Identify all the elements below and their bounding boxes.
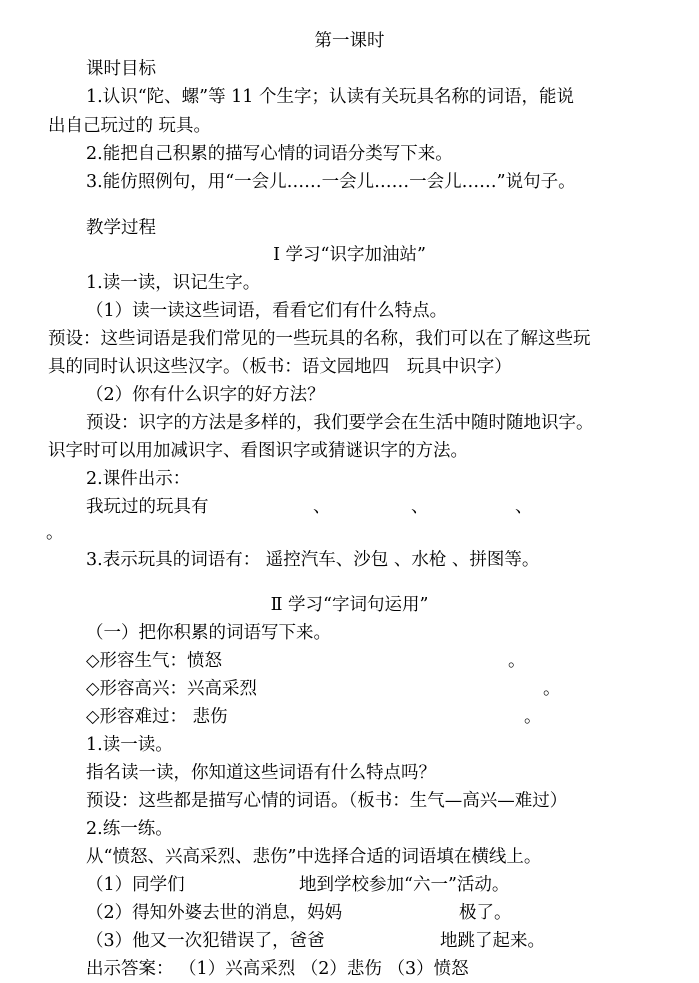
s2-angry: ◇形容生气：愤怒: [86, 651, 222, 671]
s1-answer-1-line-a: 预设：这些词语是我们常见的一些玩具的名称，我们可以在了解这些玩: [48, 329, 591, 349]
goals-heading: 课时目标: [86, 59, 156, 79]
process-heading: 教学过程: [86, 218, 156, 238]
toy-line-end: 。: [46, 523, 64, 543]
toy-separator-2: 、: [411, 497, 429, 517]
s2-exercise-1-end: 地到学校参加“六一”活动。: [299, 875, 510, 895]
s1-toys-prefix: 我玩过的玩具有: [86, 497, 209, 517]
s1-answer-2-line-a: 预设：识字的方法是多样的，我们要学会在生活中随时随地识字。: [86, 413, 594, 433]
s2-subheading-1: （一）把你积累的词语写下来。: [86, 623, 331, 643]
s1-answer-2-line-b: 识字时可以用加减识字、看图识字或猜谜识字的方法。: [48, 441, 468, 461]
s2-sad-end: 。: [524, 707, 542, 727]
s2-happy: ◇形容高兴：兴高采烈: [86, 679, 257, 699]
s1-question-1: （1）读一读这些词语，看看它们有什么特点。: [86, 301, 448, 321]
goal-2: 2.能把自己积累的描写心情的词语分类写下来。: [86, 144, 453, 164]
s2-exercise-3-start: （3）他又一次犯错误了，爸爸: [86, 931, 325, 951]
goal-1-line-a: 1.认识“陀、螺”等 11 个生字；认读有关玩具名称的词语，能说: [86, 87, 574, 107]
section-2-title: Ⅱ 学习“字词句运用”: [270, 595, 429, 615]
s2-item-1-answer: 预设：这些都是描写心情的词语。（板书：生气—高兴—难过）: [86, 791, 568, 811]
toy-separator-3: 、: [515, 497, 533, 517]
s2-happy-end: 。: [543, 679, 561, 699]
s1-answer-1-line-b: 具的同时认识这些汉字。（板书：语文园地四 玩具中识字）: [48, 357, 512, 377]
section-1-title: Ⅰ 学习“识字加油站”: [273, 245, 426, 265]
s2-item-1-question: 指名读一读，你知道这些词语有什么特点吗？: [86, 763, 436, 783]
goal-3: 3.能仿照例句，用“一会儿……一会儿……一会儿……”说句子。: [86, 172, 576, 192]
s2-exercise-1-start: （1）同学们: [86, 875, 185, 895]
s2-exercise-3-end: 地跳了起来。: [440, 931, 545, 951]
s2-angry-end: 。: [508, 651, 526, 671]
s2-item-2: 2.练一练。: [86, 819, 173, 839]
s2-sad: ◇形容难过： 悲伤: [86, 707, 228, 727]
s2-exercise-2-end: 极了。: [459, 903, 512, 923]
s2-exercise-2-start: （2）得知外婆去世的消息，妈妈: [86, 903, 343, 923]
s1-item-2: 2.课件出示：: [86, 469, 191, 489]
s1-question-2: （2）你有什么识字的好方法？: [86, 385, 325, 405]
s2-answer-key: 出示答案： （1）兴高采烈 （2）悲伤 （3）愤怒: [86, 959, 469, 979]
goal-1-line-b: 出自己玩过的 玩具。: [48, 116, 212, 136]
page-title: 第一课时: [314, 31, 385, 51]
s2-item-1: 1.读一读。: [86, 735, 173, 755]
s1-item-1: 1.读一读，识记生字。: [86, 273, 261, 293]
s1-item-3: 3.表示玩具的词语有： 遥控汽车、沙包 、水枪 、拼图等。: [86, 550, 540, 570]
toy-separator-1: 、: [313, 497, 331, 517]
s2-item-2-question: 从“愤怒、兴高采烈、悲伤”中选择合适的词语填在横线上。: [86, 847, 542, 867]
